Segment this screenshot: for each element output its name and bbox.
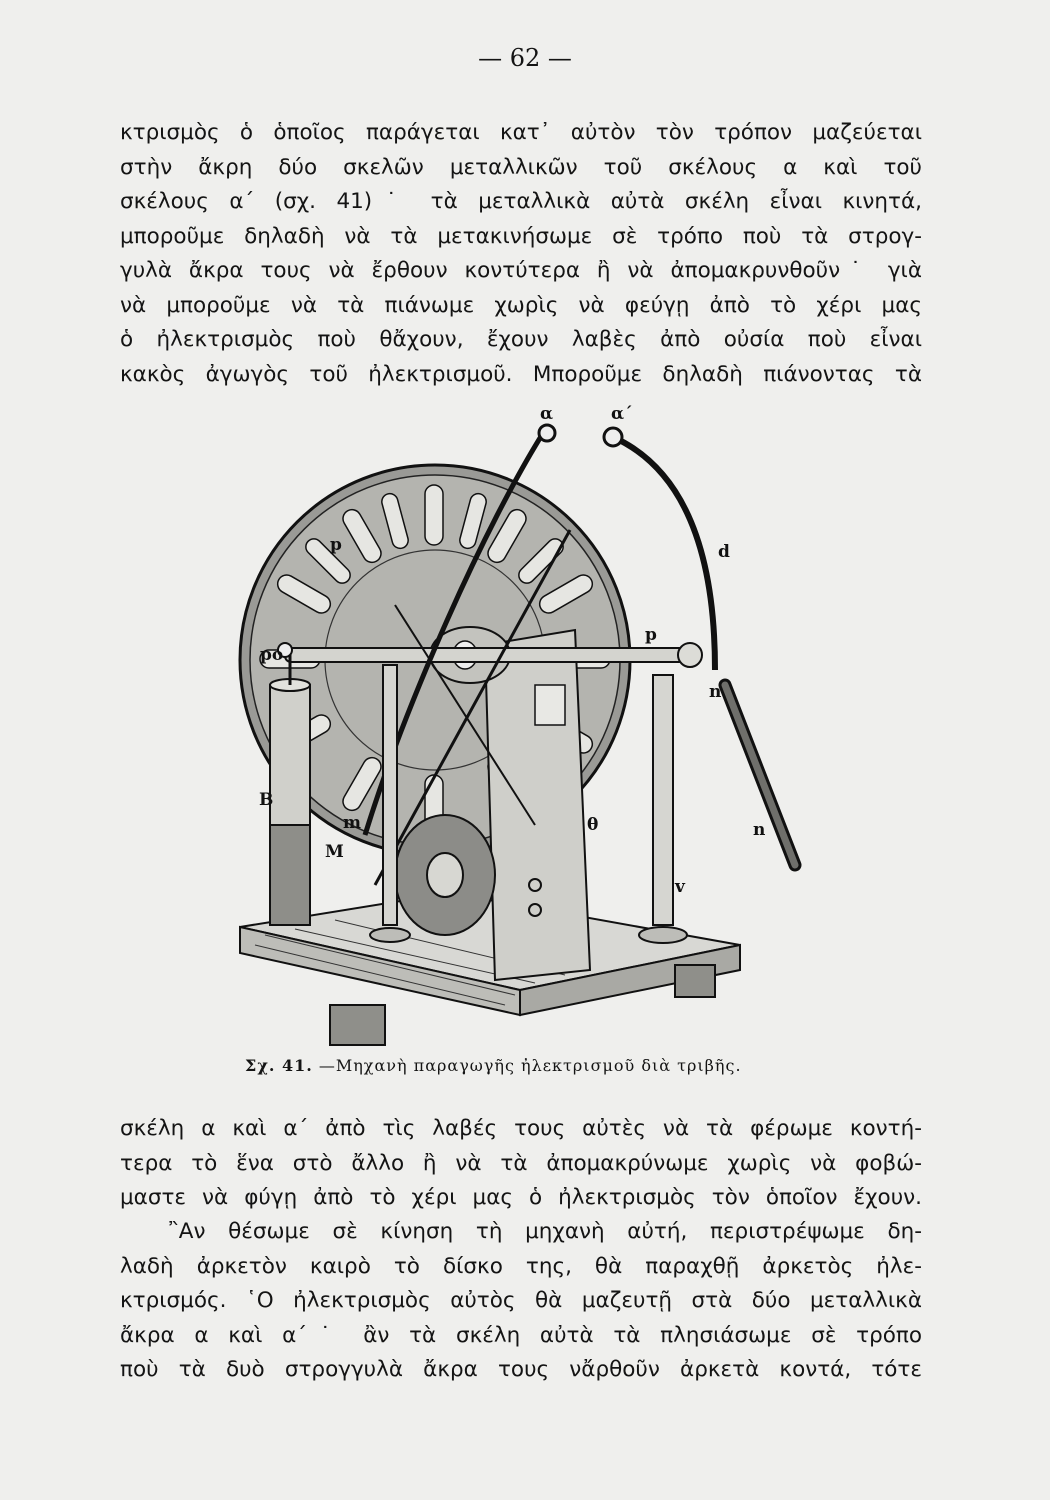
label-m-cap: M xyxy=(325,842,344,862)
label-a: α xyxy=(540,404,554,424)
text-line: γυλὰ ἄκρα τους νὰ ἔρθουν κοντύτερα ἢ νὰ ἀπομακρυνθοῦν˙ γιὰ xyxy=(120,258,922,283)
label-n2: n xyxy=(753,820,766,840)
label-p: p xyxy=(330,535,342,555)
label-theta: θ xyxy=(587,815,599,835)
caption-number: Σχ. 41. xyxy=(245,1056,313,1075)
text-line: ῍Αν θέσωμε σὲ κίνηση τὴ μηχανὴ αὐτή, περιστρέψωμε δη- xyxy=(168,1219,922,1244)
text-line: λαδὴ ἀρκετὸν καιρὸ τὸ δίσκο της, θὰ παραχθῇ ἀρκετὸς ἠλε- xyxy=(120,1253,922,1279)
label-a-prime: α΄ xyxy=(611,404,633,424)
text-line: κακὸς ἀγωγὸς τοῦ ἠλεκτρισμοῦ. Μποροῦμε δηλαδὴ πιάνοντας τὰ xyxy=(120,361,922,387)
text-line: ποὺ τὰ δυὸ στρογγυλὰ ἄκρα τους νἄρθοῦν ἀρκετὰ κοντά, τότε xyxy=(120,1357,922,1382)
machine-illustration xyxy=(235,404,766,1050)
wimshurst-machine-figure xyxy=(235,404,766,1050)
paragraph-bottom xyxy=(120,1215,922,1388)
label-v: v xyxy=(675,877,685,897)
text-line: ὁ ἠλεκτρισμὸς ποὺ θἄχουν, ἔχουν λαβὲς ἀπὸ οὐσία ποὺ εἶναι xyxy=(120,327,922,352)
label-n: n xyxy=(709,682,722,702)
label-p2: p xyxy=(645,625,657,645)
page-number: — 62 — xyxy=(478,44,572,72)
label-m: m xyxy=(343,813,361,833)
text-line: μαστε νὰ φύγῃ ἀπὸ τὸ χέρι μας ὁ ἠλεκτρισμὸς τὸν ὁποῖον ἔχουν. xyxy=(120,1185,922,1210)
text-line: κτρισμός. ῾Ο ἠλεκτρισμὸς αὐτὸς θὰ μαζευτῇ στὰ δύο μεταλλικὰ xyxy=(120,1288,922,1313)
text-line: τερα τὸ ἕνα στὸ ἄλλο ἢ νὰ τὰ ἀπομακρύνωμε χωρὶς νὰ φοβώ- xyxy=(120,1150,922,1176)
text-line: στὴν ἄκρη δύο σκελῶν μεταλλικῶν τοῦ σκέλους α καὶ τοῦ xyxy=(120,154,922,180)
text-line: ἄκρα α καὶ α΄˙ ἂν τὰ σκέλη αὐτὰ τὰ πλησιάσωμε σὲ τρόπο xyxy=(120,1322,922,1348)
caption-text: —Μηχανὴ παραγωγῆς ἠλεκτρισμοῦ διὰ τριβῆς. xyxy=(318,1056,742,1075)
label-d: d xyxy=(718,542,730,562)
text-line: νὰ μποροῦμε νὰ τὰ πιάνωμε χωρὶς νὰ φεύγῃ ἀπὸ τὸ χέρι μας xyxy=(120,292,922,318)
text-line: κτρισμὸς ὁ ὁποῖος παράγεται κατ᾽ αὐτὸν τὸν τρόπον μαζεύεται xyxy=(120,120,922,145)
figure-caption xyxy=(245,1056,825,1075)
label-po: pο xyxy=(260,645,284,665)
paragraph-middle xyxy=(120,1112,922,1216)
text-line: σκέλη α καὶ α΄ ἀπὸ τὶς λαβές τους αὐτὲς νὰ τὰ φέρωμε κοντή- xyxy=(120,1116,922,1141)
text-line: σκέλους α΄ (σχ. 41)˙ τὰ μεταλλικὰ αὐτὰ σκέλη εἶναι κινητά, xyxy=(120,189,922,214)
paragraph-top xyxy=(120,116,922,392)
text-line: μποροῦμε δηλαδὴ νὰ τὰ μετακινήσωμε σὲ τρόπο ποὺ τὰ στρογ- xyxy=(120,223,922,249)
label-b: B xyxy=(259,790,274,810)
